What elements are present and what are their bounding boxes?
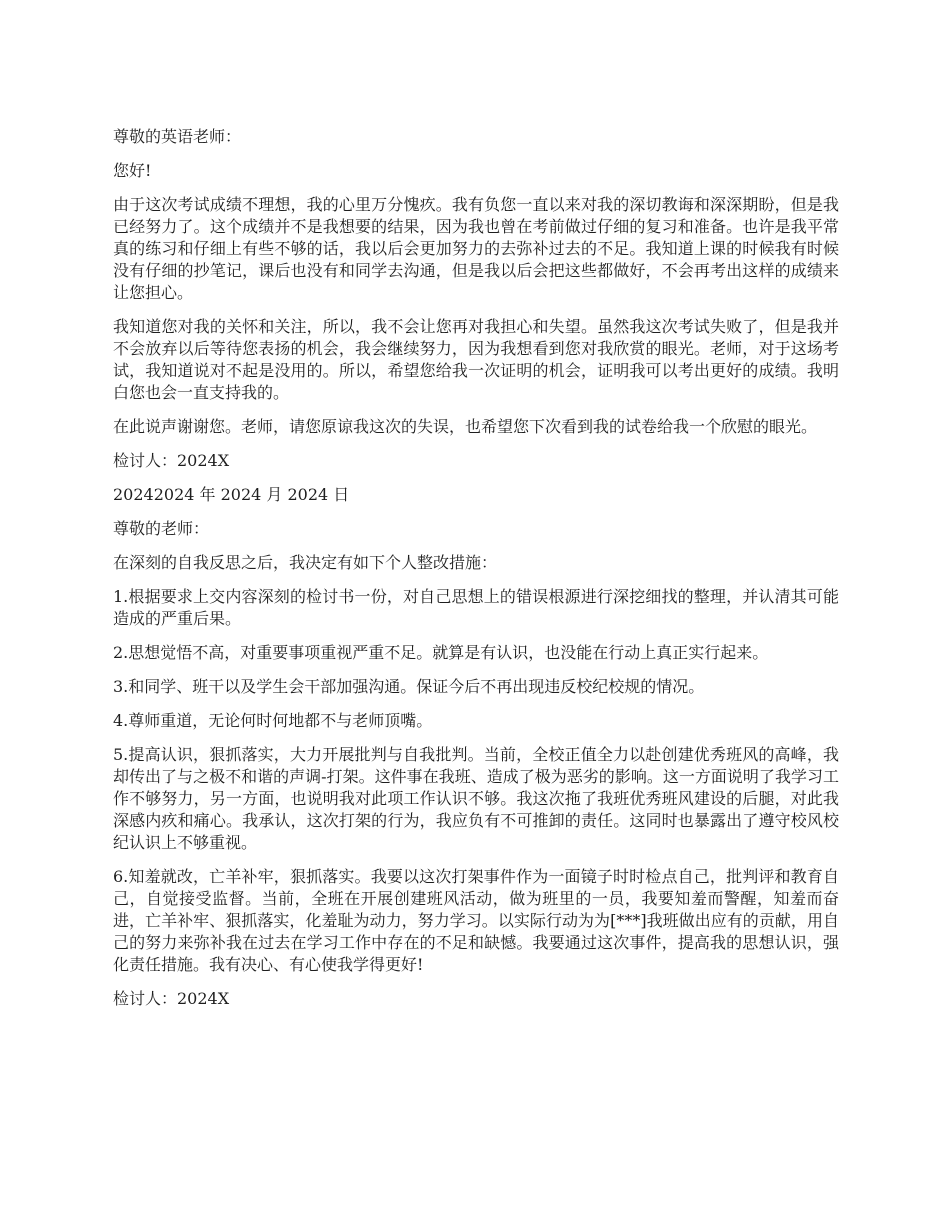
- letter2-item: 6.知羞就改，亡羊补牢，狠抓落实。我要以这次打架事件作为一面镜子时时检点自己，批判评和教育自己，自觉接受监督。当前，全班在开展创建班风活动，做为班里的一员，我要知羞而警醒，知羞而奋进，亡羊补牢、狠抓落实，化羞耻为动力，努力学习。以实际行动为为[***]我班做出应有的贡献，用自己的努力来弥补我在过去在学习工作中存在的不足和缺憾。我要通过这次事件，提高我的思想认识，强化责任措施。我有决心、有心使我学得更好!: [113, 867, 839, 974]
- letter2-item: 1.根据要求上交内容深刻的检讨书一份，对自己思想上的错误根源进行深挖细找的整理，并认清其可能造成的严重后果。: [113, 587, 839, 628]
- letter1-paragraph: 在此说声谢谢您。老师，请您原谅我这次的失误，也希望您下次看到我的试卷给我一个欣慰的眼光。: [113, 417, 818, 436]
- letter2-salutation: 尊敬的老师：: [113, 519, 210, 538]
- letter1-paragraph: 由于这次考试成绩不理想，我的心里万分愧疚。我有负您一直以来对我的深切教诲和深深期盼，但是我已经努力了。这个成绩并不是我想要的结果，因为我也曾在考前做过仔细的复习和准备。也许是我平常真的练习和仔细上有些不够的话，我以后会更加努力的去弥补过去的不足。我知道上课的时候我有时候没有仔细的抄笔记，课后也没有和同学去沟通，但是我以后会把这些都做好，不会再考出这样的成绩来让您担心。: [113, 195, 839, 302]
- letter1-signature: 检讨人：2024X: [113, 451, 230, 470]
- letter1-greeting: 您好!: [113, 161, 152, 180]
- letter1-paragraph: 我知道您对我的关怀和关注，所以，我不会让您再对我担心和失望。虽然我这次考试失败了，但是我并不会放弃以后等待您表扬的机会，我会继续努力，因为我想看到您对我欣赏的眼光。老师，对于这场考试，我知道说对不起是没用的。所以，希望您给我一次证明的机会，证明我可以考出更好的成绩。我明白您也会一直支持我的。: [113, 317, 839, 402]
- letter2-item: 3.和同学、班干以及学生会干部加强沟通。保证今后不再出现违反校纪校规的情况。: [113, 677, 705, 696]
- letter2-item: 5.提高认识，狠抓落实，大力开展批判与自我批判。当前，全校正值全力以赴创建优秀班风的高峰，我却传出了与之极不和谐的声调-打架。这件事在我班、造成了极为恶劣的影响。这一方面说明了我学习工作不够努力，另一方面，也说明我对此项工作认识不够。我这次拖了我班优秀班风建设的后腿，对此我深感内疚和痛心。我承认，这次打架的行为，我应负有不可推卸的责任。这同时也暴露出了遵守校风校纪认识上不够重视。: [113, 745, 839, 852]
- letter2-signature: 检讨人：2024X: [113, 989, 230, 1008]
- letter1-salutation: 尊敬的英语老师：: [113, 127, 242, 146]
- document-page: [113, 126, 839, 1022]
- letter2-intro: 在深刻的自我反思之后，我决定有如下个人整改措施：: [113, 553, 498, 572]
- letter2-item: 4.尊师重道，无论何时何地都不与老师顶嘴。: [113, 711, 433, 730]
- letter2-item: 2.思想觉悟不高，对重要事项重视严重不足。就算是有认识，也没能在行动上真正实行起来。: [113, 643, 769, 662]
- letter1-date: 20242024 年 2024 月 2024 日: [113, 485, 350, 504]
